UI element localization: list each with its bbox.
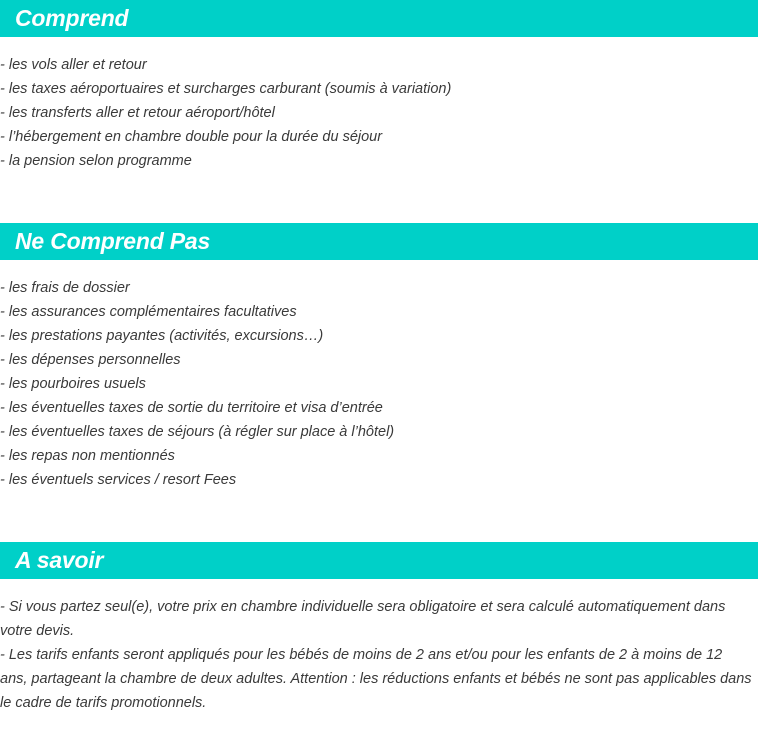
list-item: - les éventuels services / resort Fees [0,472,237,488]
section-header [0,542,758,579]
section-title: Ne Comprend Pas [15,228,211,254]
section-title: Comprend [15,5,129,31]
section-title: A savoir [15,547,104,573]
info-paragraph: - Les tarifs enfants seront appliqués pour les bébés de moins de 2 ans et/ou pour les enfants de 2 à moins de 12 ans, partageant la chambre de deux adultes. Attention : les réductions enfants et bébés ne sont pas applicables dans le cadre de tarifs promotionnels. [0,647,752,711]
section-ne-comprend-pas [0,223,758,492]
list-item: - les dépenses personnelles [0,352,181,368]
list-item: - les frais de dossier [0,280,130,296]
section-a-savoir [0,542,758,715]
info-block [0,595,758,715]
section-header [0,0,758,37]
list-item: - les pourboires usuels [0,376,146,392]
list-item: - les prestations payantes (activités, excursions…) [0,328,324,344]
list-item: - les vols aller et retour [0,57,147,73]
included-list [0,53,758,173]
list-item: - les assurances complémentaires facultatives [0,304,297,320]
list-item: - les éventuelles taxes de séjours (à régler sur place à l’hôtel) [0,424,395,440]
section-header [0,223,758,260]
list-item: - les transferts aller et retour aéroport/hôtel [0,105,275,121]
list-item: - la pension selon programme [0,153,192,169]
list-item: - les taxes aéroportuaires et surcharges carburant (soumis à variation) [0,81,452,97]
list-item: - l’hébergement en chambre double pour la durée du séjour [0,129,383,145]
section-comprend [0,0,758,173]
list-item: - les éventuelles taxes de sortie du territoire et visa d’entrée [0,400,383,416]
list-item: - les repas non mentionnés [0,448,175,464]
excluded-list [0,276,758,492]
info-paragraph: - Si vous partez seul(e), votre prix en chambre individuelle sera obligatoire et sera calculé automatiquement dans votre devis. [0,599,726,639]
